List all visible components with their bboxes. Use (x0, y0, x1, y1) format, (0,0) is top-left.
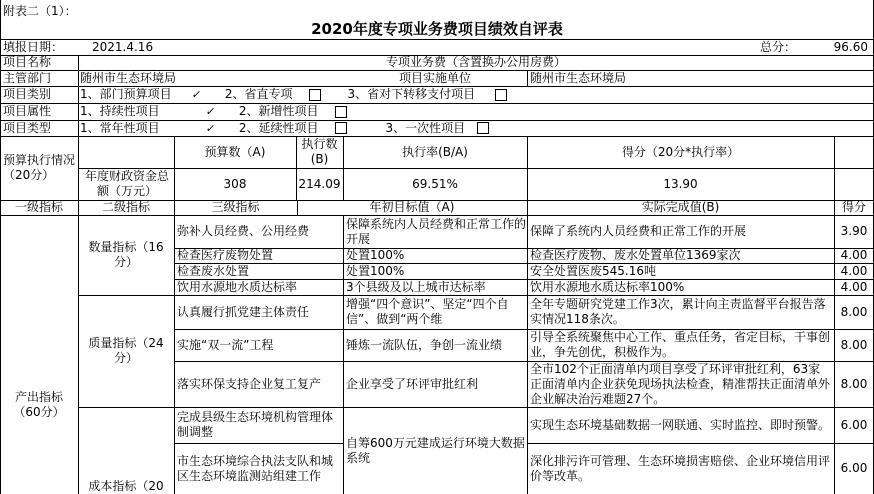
budget-header: 预算数（A) (204, 144, 266, 159)
executed-value: 214.09 (298, 176, 341, 191)
row1-level3: 弥补人员经费、公用经费 (177, 224, 310, 238)
project-name-value: 专项业务费（含置换办公用房费） (385, 55, 566, 69)
exec-header: 执行数(B) (301, 137, 338, 166)
row6-score: 8.00 (840, 337, 868, 352)
rate-header: 执行率(B/A) (402, 144, 468, 159)
page-title: 2020年度专项业务费项目绩效自评表 (311, 19, 563, 38)
budget-value: 308 (223, 176, 247, 191)
row3-level3: 检查废水处置 (177, 263, 250, 278)
row5-target: 增强“四个意识”、坚定“四个自信”、做到“两个维 (346, 297, 509, 326)
fill-date-value: 2021.4.16 (92, 40, 154, 54)
project-name-label: 项目名称 (3, 55, 52, 69)
row1-target: 保障系统内人员经费和正常工作的开展 (346, 216, 526, 246)
row8-actual: 实现生态环境基础数据一网联通、实时监控、即时预警。 (530, 417, 831, 432)
row2-actual: 检查医疗废物、废水处置单位1369家次 (530, 248, 741, 262)
row1-actual: 保障了系统内人员经费和正常工作的开展 (530, 224, 747, 238)
category-option-1: 1、部门预算项目 (80, 87, 172, 101)
header-level2: 二级指标 (101, 200, 150, 214)
row2-score: 4.00 (840, 248, 868, 262)
type-options (80, 120, 870, 136)
level2-quality: 质量指标（24分） (88, 336, 164, 365)
checkbox-icon[interactable] (495, 89, 507, 101)
attr-options (80, 103, 870, 120)
row1-score: 3.90 (840, 224, 868, 238)
row6-target: 锤炼一流队伍，争创一流业绩 (346, 337, 503, 352)
level2-quantity: 数量指标（16分） (88, 240, 164, 269)
checkbox-icon[interactable] (309, 89, 321, 101)
row6-actual: 引导全系统聚焦中心工作、重点任务，省定目标，干事创业，争先创优，积极作为。 (530, 330, 831, 359)
row7-target: 企业享受了环评审批红利 (346, 376, 479, 391)
row4-level3: 饮用水源地水质达标率 (177, 279, 298, 294)
type-option-3: 3、一次性项目 (385, 120, 466, 135)
row5-score: 8.00 (840, 304, 868, 319)
header-level3: 三级指标 (211, 200, 260, 214)
header-actual: 实际完成值(B) (641, 200, 720, 214)
row9-actual: 深化排污许可管理、生态环境损害赔偿、企业环境信用评价等改革。 (530, 453, 831, 483)
category-option-2: 2、省直专项 (224, 87, 293, 101)
fund-label: 年度财政资金总额（万元） (84, 169, 169, 198)
row9-level3: 市生态环境综合执法支队和城区生态环境监测站组建工作 (177, 453, 334, 483)
fill-date-label: 填报日期： (3, 40, 64, 54)
row5-level3: 认真履行抓党建主体责任 (177, 304, 310, 319)
attr-option-2: 2、新增性项目 (238, 104, 319, 118)
row8-level3: 完成县级生态环境机构管理体制调整 (177, 410, 334, 439)
row2-target: 处置100% (346, 248, 405, 262)
category-option-3: 3、省对下转移支付项目 (347, 87, 476, 101)
header-level1: 一级指标 (14, 200, 63, 214)
category-label: 项目类别 (3, 87, 52, 101)
total-score-value: 96.60 (833, 40, 868, 54)
row7-actual: 全市102个正面清单内项目享受了环评审批红利，63家正面清单内企业获免现场执法检查，精准帮扶正面清单外企业解决治污难题27个。 (530, 361, 831, 406)
row6-level3: 实施“双一流”工程 (177, 337, 274, 352)
checkbox-icon[interactable] (477, 122, 489, 134)
checkbox-icon[interactable] (335, 122, 347, 134)
score-header: 得分（20分*执行率） (621, 144, 740, 159)
rate-value: 69.51% (412, 176, 458, 191)
impl-unit-value: 随州市生态环境局 (530, 70, 627, 85)
attr-option-1: 1、持续性项目 (80, 104, 160, 118)
row7-score: 8.00 (840, 376, 868, 391)
checkmark-icon[interactable]: ✓ (204, 121, 217, 135)
level1-output: 产出指标（60分） (13, 390, 65, 419)
impl-unit-label: 项目实施单位 (398, 70, 471, 85)
dept-value: 随州市生态环境局 (80, 70, 177, 85)
checkmark-icon[interactable]: ✓ (204, 105, 217, 118)
row4-target: 3个县级及以上城市达标率 (346, 279, 486, 294)
row4-score: 4.00 (840, 279, 868, 294)
row5-actual: 全年专题研究党建工作3次，累计向主责监督平台报告落实情况118条次。 (530, 297, 826, 326)
row3-score: 4.00 (840, 263, 868, 278)
row7-level3: 落实环保支持企业复工复产 (177, 376, 322, 391)
row2-level3: 检查医疗废物处置 (177, 248, 274, 262)
row3-target: 处置100% (346, 263, 405, 278)
header-score: 得分 (841, 200, 866, 214)
dept-label: 主管部门 (3, 70, 52, 85)
checkbox-icon[interactable] (335, 106, 347, 118)
checkmark-icon[interactable]: ✓ (190, 88, 203, 101)
row8-score: 6.00 (840, 417, 868, 432)
row3-actual: 安全处置医废545.16吨 (530, 263, 656, 278)
total-score-label: 总分： (760, 40, 797, 54)
type-option-1: 1、常年性项目 (80, 120, 160, 135)
type-option-2: 2、延续性项目 (238, 120, 319, 135)
budget-score-value: 13.90 (663, 176, 698, 191)
category-options (80, 86, 870, 103)
header-target: 年初目标值（A) (369, 200, 455, 214)
budget-exec-label: 预算执行情况（20分） (3, 153, 76, 182)
type-label: 项目类型 (3, 120, 52, 135)
attr-label: 项目属性 (3, 104, 52, 118)
row9-score: 6.00 (840, 461, 868, 475)
appendix-label: 附表二（1）： (3, 3, 77, 18)
row4-actual: 饮用水源地水质达标率100% (530, 279, 685, 294)
level2-cost: 成本指标（20 (88, 478, 164, 493)
merged-target: 自筹600万元建成运行环境大数据系统 (346, 435, 525, 465)
